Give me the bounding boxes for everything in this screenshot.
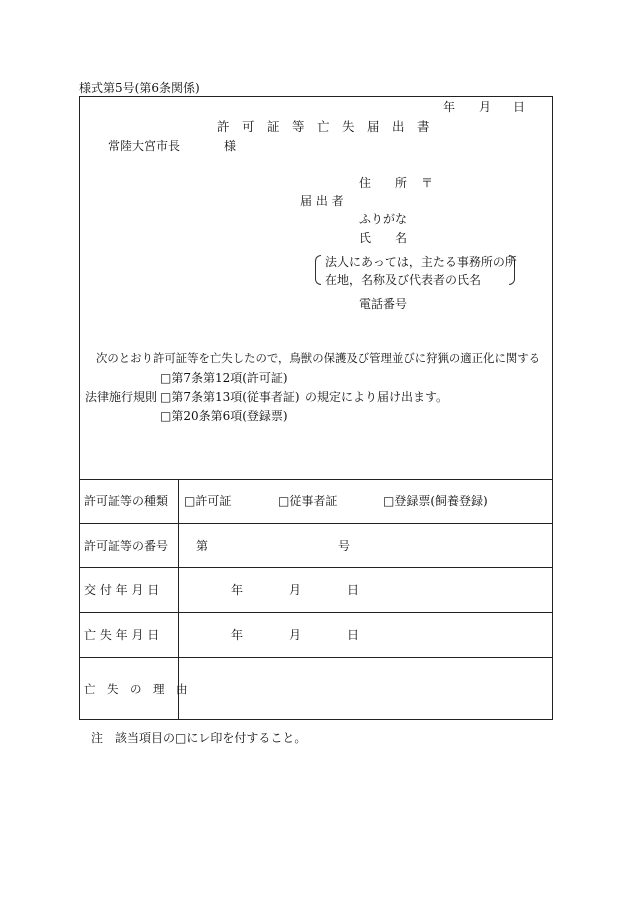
furigana-label: ふりがな [359,212,408,226]
name-label: 氏 名 [359,231,408,245]
loss-month-label: 月 [289,628,302,642]
law-prefix: 法律施行規則 [85,390,158,404]
type-label: 許可証等の種類 [84,494,169,508]
phone-label: 電話番号 [359,297,408,311]
number-suffix: 号 [338,539,351,553]
table-row-line [79,523,553,524]
date-month-label: 月 [479,100,492,114]
footnote: 注 該当項目の□にレ印を付すること。 [91,731,307,745]
loss-year-label: 年 [231,628,244,642]
date-day-label: 日 [513,100,526,114]
table-row-line [79,612,553,613]
corp-note-line2: 在地，名称及び代表者の氏名 [325,273,482,287]
addressee-suffix: 様 [224,139,237,153]
form-frame [79,96,553,720]
loss-reason-label: 亡 失 の 理 由 [84,682,188,696]
type-option-worker-cert: □従事者証 [278,494,338,508]
option-permit: □第7条第12項(許可証) [160,371,288,385]
note-bracket-left [315,255,321,285]
issue-year-label: 年 [231,583,244,597]
law-suffix: の規定により届け出ます。 [305,390,449,404]
issue-month-label: 月 [289,583,302,597]
table-top-line [79,479,553,480]
table-row-line [79,567,553,568]
addressee-name: 常陸大宮市長 [108,139,181,153]
loss-day-label: 日 [347,628,360,642]
date-year-label: 年 [443,100,456,114]
body-line1: 次のとおり許可証等を亡失したので，鳥獣の保護及び管理並びに狩猟の適正化に関する [96,351,541,365]
number-prefix: 第 [196,539,209,553]
postal-mark: 〒 [421,176,434,190]
type-option-permit: □許可証 [184,494,232,508]
number-label: 許可証等の番号 [84,539,169,553]
form-number-label: 様式第5号(第6条関係) [79,81,200,95]
issue-day-label: 日 [347,583,360,597]
applicant-label: 届 出 者 [300,194,344,208]
option-registration: □第20条第6項(登録票) [160,409,288,423]
corp-note-line1: 法人にあっては，主たる事務所の所 [325,255,517,269]
option-worker-cert: □第7条第13項(従事者証) [160,390,300,404]
table-row-line [79,657,553,658]
address-label: 住 所 [359,176,408,190]
type-option-registration: □登録票(飼養登録) [383,494,488,508]
issue-date-label: 交 付 年 月 日 [84,583,160,597]
loss-date-label: 亡 失 年 月 日 [84,628,160,642]
document-title: 許 可 証 等 亡 失 届 出 書 [217,119,430,134]
